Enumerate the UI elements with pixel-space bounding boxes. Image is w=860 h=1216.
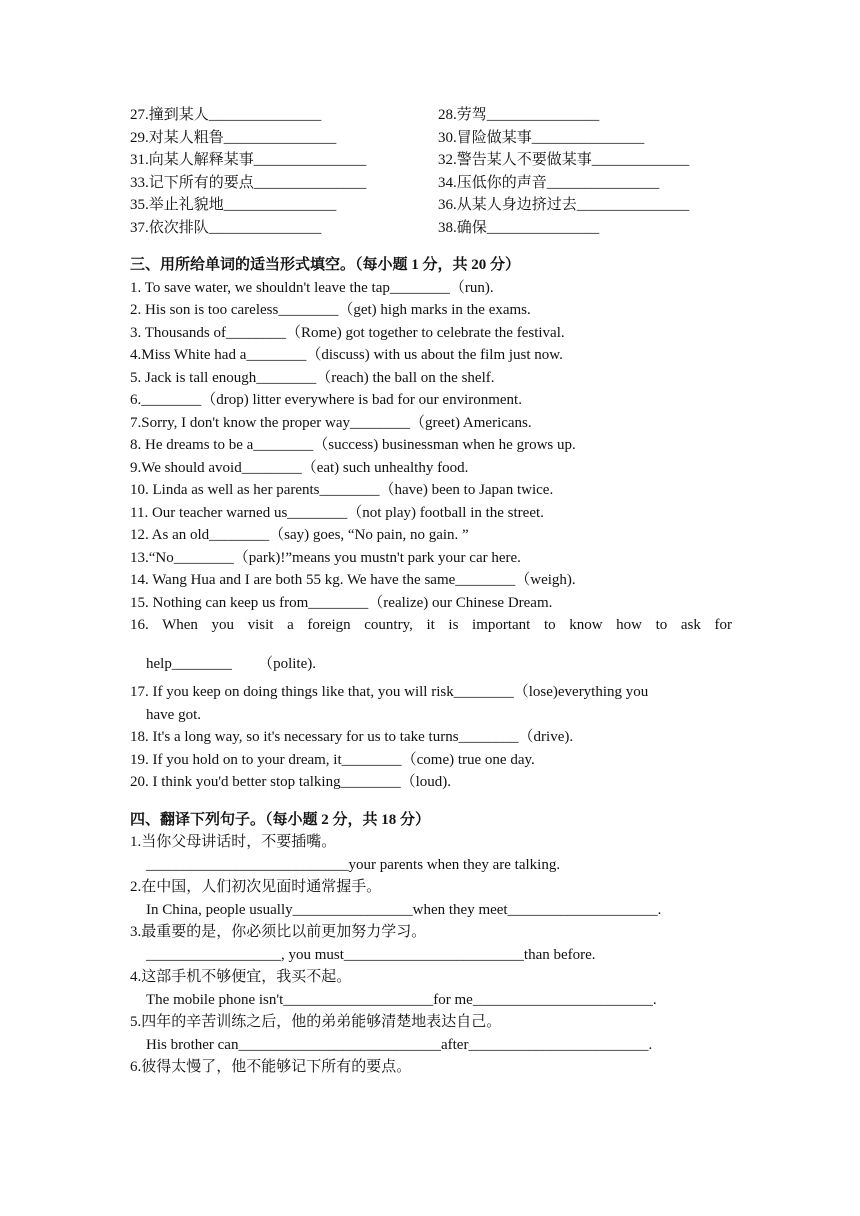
vocab-item: 35.举止礼貌地_______________ [130,197,337,213]
worksheet-page [130,104,732,1079]
vocab-row [130,149,732,172]
exercise-item-continuation: help________ （polite). [146,655,316,672]
translation-prompt: 4.这部手机不够便宜，我买不起。 [130,969,352,985]
exercise-item: 12. As an old________（say) goes, “No pain, no gain. ” [130,527,469,543]
vocab-list [130,104,732,239]
exercise-item: 18. It's a long way, so it's necessary for us to take turns________（drive). [130,729,574,745]
exercise-item: 10. Linda as well as her parents________（have) been to Japan twice. [130,482,554,498]
exercise-item: 19. If you hold on to your dream, it________（come) true one day. [130,751,535,768]
exercise-item: 2. His son is too careless________（get) high marks in the exams. [130,302,531,318]
translation-prompt: 2.在中国，人们初次见面时通常握手。 [130,879,382,895]
section-4-list [130,831,732,1079]
vocab-row [130,217,732,240]
vocab-item: 28.劳驾_______________ [438,107,600,123]
translation-prompt: 1.当你父母讲话时，不要插嘴。 [130,834,337,850]
vocab-row [130,127,732,150]
vocab-item: 36.从某人身边挤过去_______________ [438,197,690,213]
translation-answer-line: In China, people usually________________when they meet____________________. [146,901,662,918]
section-3-list [130,277,732,794]
vocab-item: 38.确保_______________ [438,219,600,236]
exercise-item: 15. Nothing can keep us from________（realize) our Chinese Dream. [130,594,553,611]
translation-prompt: 5.四年的辛苦训练之后，他的弟弟能够清楚地表达自己。 [130,1014,502,1030]
translation-answer-line: The mobile phone isn't____________________for me________________________. [146,991,657,1008]
exercise-item: 3. Thousands of________（Rome) got together to celebrate the festival. [130,324,565,341]
exercise-item: 20. I think you'd better stop talking________（loud). [130,774,452,790]
translation-answer-line: ___________________________your parents when they are talking. [146,856,561,873]
exercise-item: 4.Miss White had a________（discuss) with us about the film just now. [130,347,563,363]
exercise-item: 1. To save water, we shouldn't leave the tap________（run). [130,279,494,296]
exercise-item: 13.“No________（park)!”means you mustn't park your car here. [130,549,521,566]
vocab-row [130,194,732,217]
exercise-item: 14. Wang Hua and I are both 55 kg. We have the same________（weigh). [130,572,576,588]
vocab-item: 32.警告某人不要做某事_____________ [438,152,690,168]
vocab-row [130,172,732,195]
exercise-item: 16. When you visit a foreign country, it is important to know how to ask for [130,617,732,633]
exercise-item: 6.________（drop) litter everywhere is bad for our environment. [130,392,522,408]
translation-answer-line: His brother can___________________________after________________________. [146,1036,653,1053]
vocab-item: 37.依次排队_______________ [130,219,322,236]
vocab-item: 27.撞到某人_______________ [130,107,322,123]
exercise-item-continuation: have got. [146,706,201,723]
exercise-item: 8. He dreams to be a________（success) businessman when he grows up. [130,437,576,453]
exercise-item: 17. If you keep on doing things like that, you will risk________（lose)everything you [130,684,649,700]
exercise-item: 5. Jack is tall enough________（reach) the ball on the shelf. [130,369,495,386]
section-3-title: 三、用所给单词的适当形式填空。（每小题 1 分，共 20 分） [130,257,521,273]
translation-prompt: 6.彼得太慢了，他不能够记下所有的要点。 [130,1059,412,1075]
exercise-item: 7.Sorry, I don't know the proper way________（greet) Americans. [130,414,532,431]
section-4-title: 四、翻译下列句子。（每小题 2 分，共 18 分） [130,811,431,828]
vocab-item: 31.向某人解释某事_______________ [130,152,367,168]
vocab-item: 34.压低你的声音_______________ [438,174,660,191]
exercise-item: 11. Our teacher warned us________（not play) football in the street. [130,504,544,521]
vocab-item: 33.记下所有的要点_______________ [130,174,367,191]
exercise-item: 9.We should avoid________（eat) such unhealthy food. [130,459,469,476]
vocab-item: 29.对某人粗鲁_______________ [130,129,337,146]
vocab-item: 30.冒险做某事_______________ [438,129,645,146]
translation-answer-line: __________________, you must________________________than before. [146,946,596,963]
vocab-row [130,104,732,127]
translation-prompt: 3.最重要的是，你必须比以前更加努力学习。 [130,924,427,940]
